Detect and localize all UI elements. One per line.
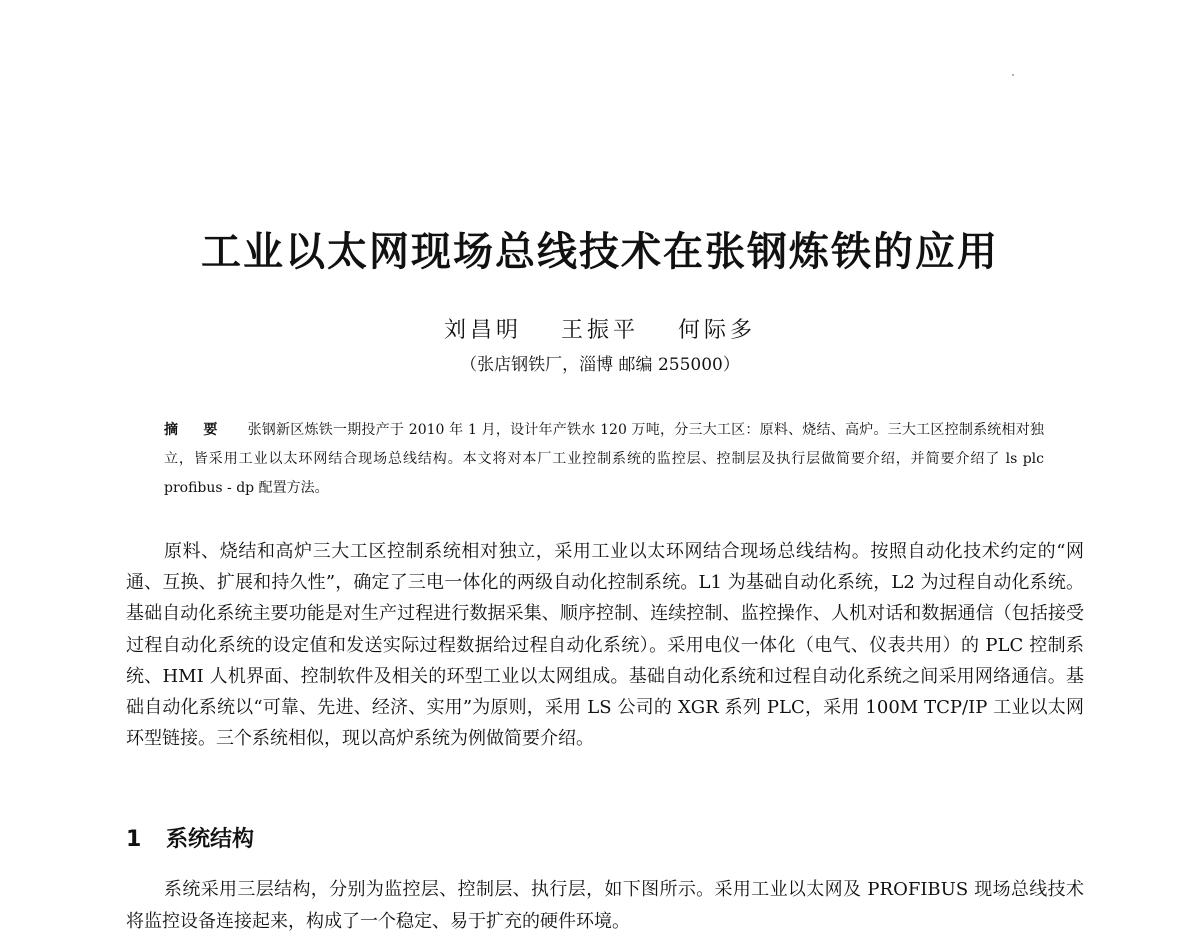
section-title: 系统结构: [166, 827, 255, 852]
author-1: 刘昌明: [443, 318, 522, 343]
author-2: 王振平: [560, 318, 639, 343]
section-number: 1: [126, 827, 142, 852]
author-3: 何际多: [678, 318, 757, 343]
abstract-label: 摘 要: [164, 422, 228, 438]
section-heading: [126, 822, 254, 858]
author-affiliation: （张店钢铁厂，淄博 邮编 255000）: [460, 355, 740, 375]
intro-paragraph: 原料、烧结和高炉三大工区控制系统相对独立，采用工业以太环网结合现场总线结构。按照自动化技术约定的“网通、互换、扩展和持久性”，确定了三电一体化的两级自动化控制系统。L1 为基础自动化系统，L2 为过程自动化系统。基础自动化系统主要功能是对生产过程进行数据采集、顺序控制、连续控制、监控操作、人机对话和数据通信（包括接受过程自动化系统的设定值和发送实际过程数据给过程自动化系统）。采用电仪一体化（电气、仪表共用）的 PLC 控制系统、HMI 人机界面、控制软件及相关的环型工业以太网组成。基础自动化系统和过程自动化系统之间采用网络通信。基础自动化系统以“可靠、先进、经济、实用”为原则，采用 LS 公司的 XGR 系列 PLC，采用 100M TCP/IP 工业以太网环型链接。三个系统相似，现以高炉系统为例做简要介绍。: [126, 541, 1084, 750]
abstract-text: 张钢新区炼铁一期投产于 2010 年 1 月，设计年产铁水 120 万吨，分三大工区：原料、烧结、高炉。三大工区控制系统相对独立，皆采用工业以太环网结合现场总线结构。本文将对本厂工业控制系统的监控层、控制层及执行层做简要介绍，并简要介绍了 ls plc profibus - dp 配置方法。: [164, 422, 1044, 496]
scan-speck: [1012, 74, 1014, 76]
abstract-block: [164, 416, 1044, 503]
section-paragraph: 系统采用三层结构，分别为监控层、控制层、执行层，如下图所示。采用工业以太网及 PROFIBUS 现场总线技术将监控设备连接起来，构成了一个稳定、易于扩充的硬件环境。: [126, 879, 1084, 932]
paper-title: 工业以太网现场总线技术在张钢炼铁的应用: [201, 229, 999, 275]
author-list: [0, 316, 1200, 346]
